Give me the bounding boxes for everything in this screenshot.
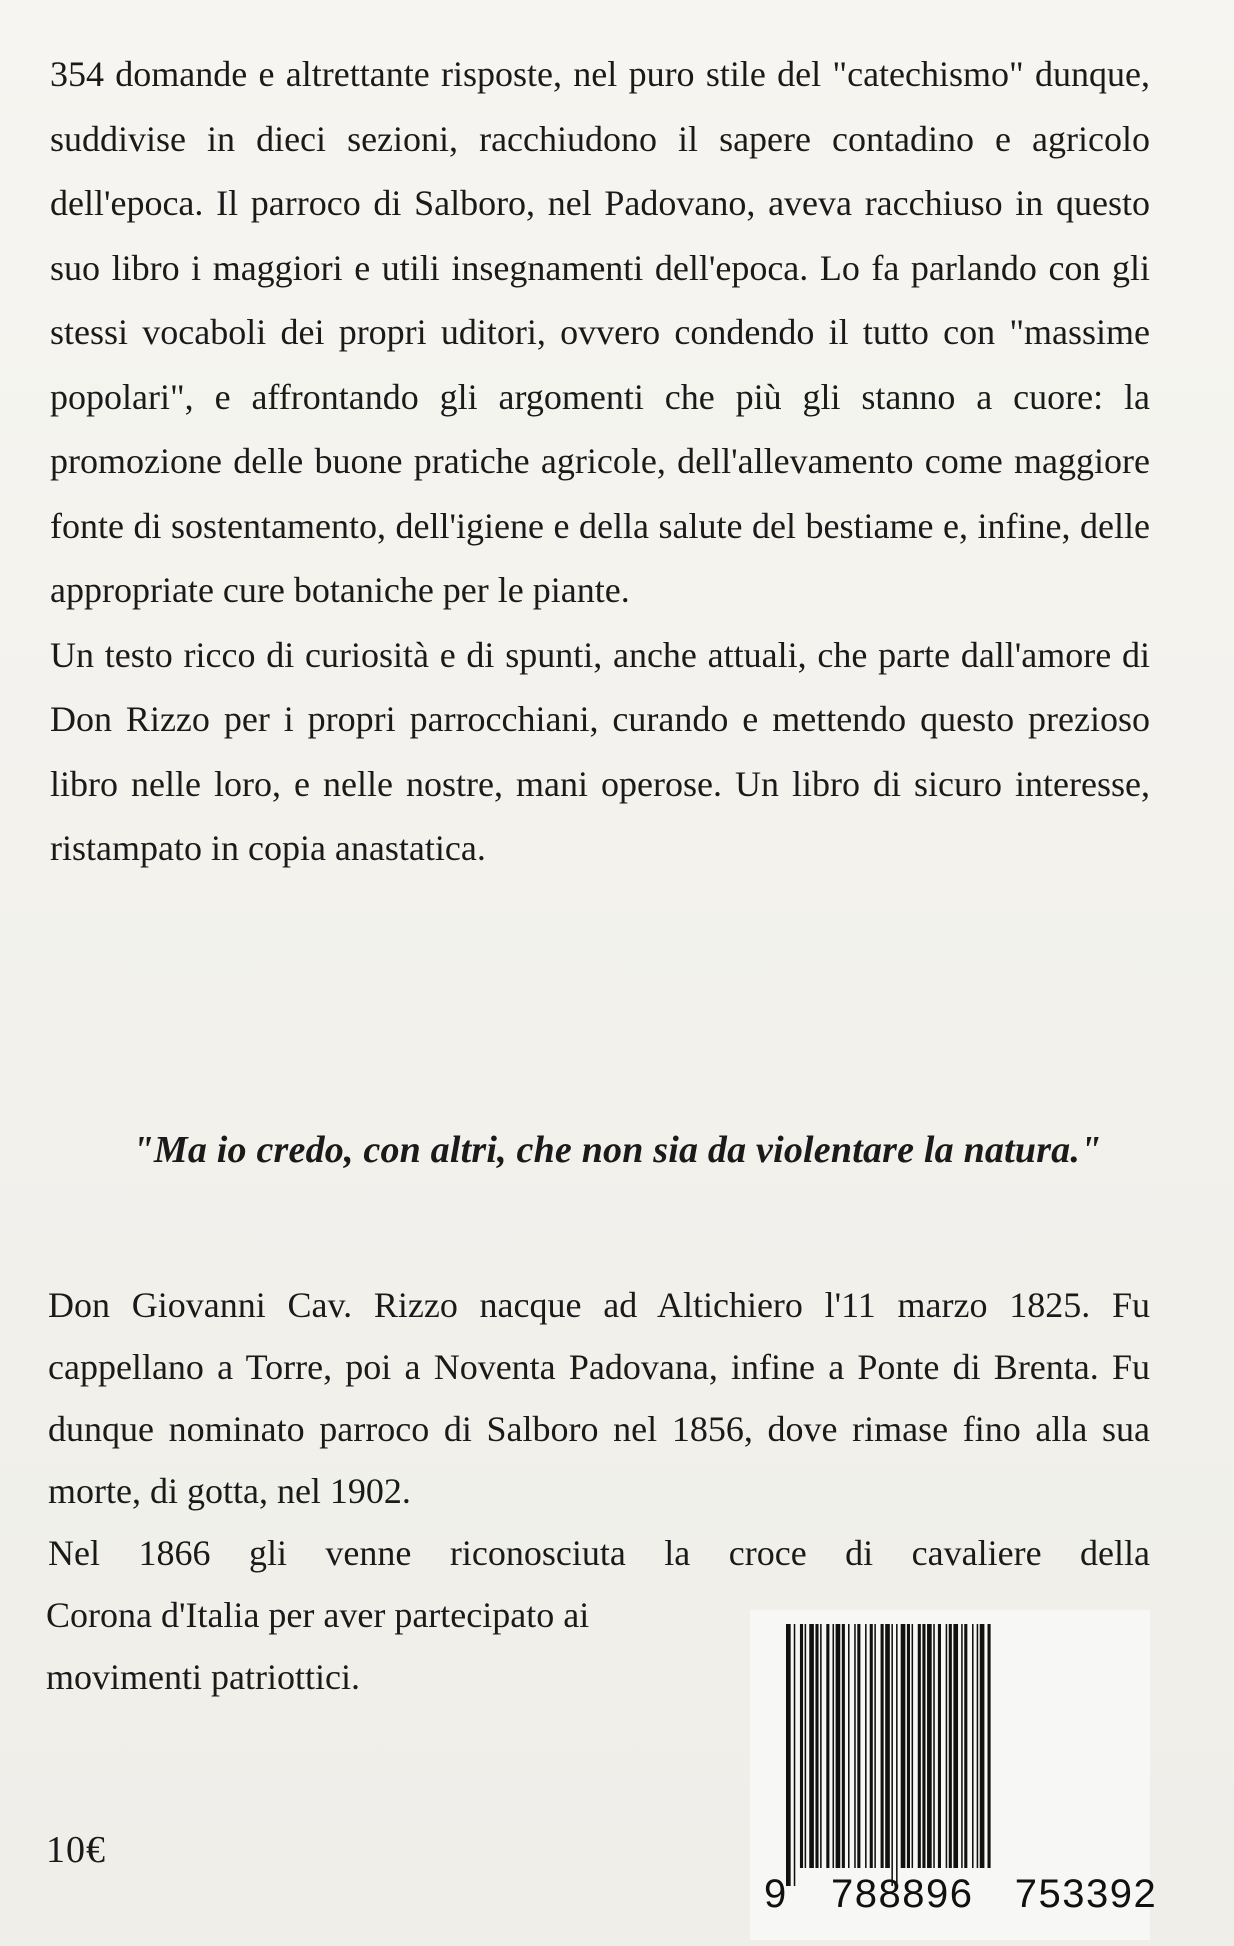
barcode-bar bbox=[794, 1624, 796, 1886]
barcode-bar bbox=[885, 1624, 890, 1868]
bio-paragraph-1: Don Giovanni Cav. Rizzo nacque ad Altichiero l'11 marzo 1825. Fu cappellano a Torre, poi a Noventa Padovana, infine a Ponte di Brenta. Fu dunque nominato parroco di Salboro nel 1856, dove rimase fino alla sua morte, di gotta, nel 1902. bbox=[48, 1285, 1150, 1511]
barcode-bar bbox=[946, 1624, 948, 1868]
barcode-bar bbox=[907, 1624, 910, 1868]
barcode-digits-left: 788896 bbox=[831, 1872, 974, 1916]
barcode-bar bbox=[857, 1624, 860, 1868]
barcode-bar bbox=[922, 1624, 925, 1868]
barcode-bar bbox=[912, 1624, 914, 1868]
quote: "Ma io credo, con altri, che non sia da violentare la natura." bbox=[132, 1129, 1102, 1171]
barcode-bar bbox=[933, 1624, 935, 1868]
barcode-bar bbox=[870, 1624, 873, 1868]
barcode-bar bbox=[786, 1624, 791, 1886]
barcode-bar bbox=[949, 1624, 952, 1868]
barcode-bar bbox=[836, 1624, 841, 1868]
barcode-bar bbox=[891, 1624, 893, 1886]
barcode-bar bbox=[874, 1624, 876, 1868]
cropped-top-edge bbox=[0, 0, 1234, 10]
isbn-barcode bbox=[750, 1610, 1158, 1940]
barcode-bar bbox=[854, 1624, 856, 1868]
bio-paragraph-2-line-3: movimenti patriottici. bbox=[46, 1657, 360, 1697]
barcode-bar bbox=[805, 1624, 807, 1868]
blurb-paragraph-1: 354 domande e altrettante risposte, nel puro stile del "catechismo" dunque, suddivise in dieci sezioni, racchiudono il sapere contadino e agricolo dell'epoca. Il parroco di Salboro, nel Padovano, aveva racchiuso in questo suo libro i maggiori e utili insegnamenti dell'epoca. Lo fa parlando con gli stessi vocaboli dei propri uditori, ovvero condendo il tutto con "massime popolari", e affrontando gli argomenti che più gli stanno a cuore: la promozione delle buone pratiche agricole, dell'allevamento come maggiore fonte di sostentamento, dell'igiene e della salute del bestiame e, infine, delle appropriate cure botaniche per le piante. bbox=[50, 54, 1150, 610]
bio-paragraph-2-line-2: Corona d'Italia per aver partecipato ai bbox=[46, 1595, 590, 1635]
barcode-bar bbox=[896, 1624, 898, 1886]
barcode-bar bbox=[938, 1624, 941, 1868]
barcode-bar bbox=[881, 1624, 884, 1868]
barcode-bar bbox=[800, 1624, 803, 1868]
barcode-bar bbox=[815, 1624, 818, 1868]
barcode-bar bbox=[901, 1624, 906, 1868]
barcode-bar bbox=[826, 1624, 829, 1868]
barcode-bar bbox=[988, 1624, 991, 1868]
barcode-bar bbox=[842, 1624, 845, 1868]
barcode-digit-first: 9 bbox=[764, 1872, 788, 1916]
barcode-number bbox=[764, 1872, 1158, 1917]
barcode-bar bbox=[961, 1624, 963, 1868]
barcode-bar bbox=[865, 1624, 867, 1868]
barcode-bar bbox=[972, 1624, 974, 1868]
barcode-bar bbox=[833, 1624, 835, 1868]
price: 10€ bbox=[46, 1829, 106, 1871]
barcode-bar bbox=[953, 1624, 958, 1868]
barcode-digits-right: 753392 bbox=[1014, 1872, 1158, 1916]
barcode-bar bbox=[927, 1624, 932, 1868]
barcode-bar bbox=[977, 1624, 979, 1868]
bio-paragraph-2-line-1: Nel 1866 gli venne riconosciuta la croce di cavaliere della bbox=[48, 1533, 1150, 1573]
bio-tail bbox=[46, 1584, 589, 1708]
blurb-text bbox=[50, 42, 1150, 881]
blurb-paragraph-2: Un testo ricco di curiosità e di spunti, anche attuali, che parte dall'amore di Don Rizzo per i propri parrocchiani, curando e mettendo questo prezioso libro nelle loro, e nelle nostre, mani operose. Un libro di sicuro interesse, ristampato in copia anastatica. bbox=[50, 634, 1150, 868]
barcode-bar bbox=[918, 1624, 921, 1868]
barcode-bar bbox=[980, 1624, 985, 1868]
barcode-bar bbox=[820, 1624, 822, 1868]
barcode-bar bbox=[964, 1624, 967, 1868]
author-bio bbox=[48, 1274, 1150, 1584]
barcode-bar bbox=[848, 1624, 850, 1868]
barcode-bar bbox=[809, 1624, 814, 1868]
